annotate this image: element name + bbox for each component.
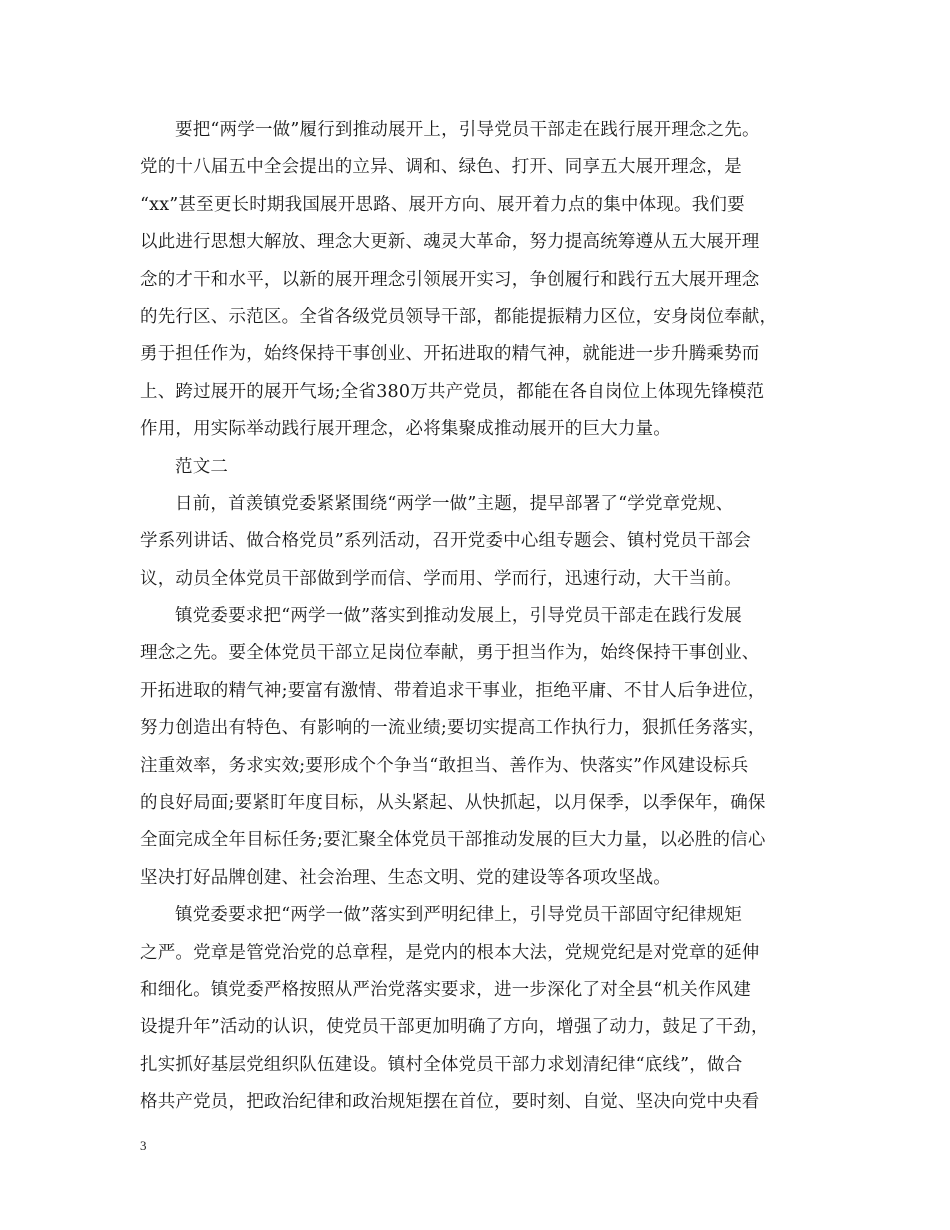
text-line: 全面完成全年目标任务;要汇聚全体党员干部推动发展的巨大力量，以必胜的信心 [140,830,766,851]
text-line: 理念之先。要全体党员干部立足岗位奉献，勇于担当作为，始终保持干事创业、 [140,643,760,664]
text-line: 和细化。镇党委严格按照从严治党落实要求，进一步深化了对全县“机关作风建 [140,979,751,1000]
section-heading [140,449,830,486]
text-line: 之严。党章是管党治党的总章程，是党内的根本大法，党规党纪是对党章的延伸 [140,942,760,963]
text-line: 党的十八届五中全会提出的立异、调和、绿色、打开、同享五大展开理念，是 [140,157,742,178]
text-line: 的先行区、示范区。全省各级党员领导干部，都能提振精力区位，安身岗位奉献， [140,306,778,327]
text-line: 坚决打好品牌创建、社会治理、生态文明、党的建设等各项攻坚战。 [140,867,671,888]
text-line: 作用，用实际举动践行展开理念，必将集聚成推动展开的巨大力量。 [140,419,671,440]
text-line: 的良好局面;要紧盯年度目标，从头紧起、从快抓起，以月保季，以季保年，确保 [140,793,766,814]
text-line: 学系列讲话、做合格党员”系列活动，召开党委中心组专题会、镇村党员干部会 [140,531,751,552]
page-number: 3 [140,1138,147,1153]
text-line: 注重效率，务求实效;要形成个个争当“敢担当、善作为、快落实”作风建设标兵 [140,755,749,776]
text-line: 努力创造出有特色、有影响的一流业绩;要切实提高工作执行力，狠抓任务落实， [140,718,766,739]
text-line: 镇党委要求把“两学一做”落实到严明纪律上，引导党员干部固守纪律规矩 [175,905,742,926]
paragraph-4 [140,897,830,1121]
text-line: 上、跨过展开的展开气场;全省380万共产党员，都能在各自岗位上体现先锋模范 [140,381,765,402]
text-line: 扎实抓好基层党组织队伍建设。镇村全体党员干部力求划清纪律“底线”，做合 [140,1054,743,1075]
text-line: “xx”甚至更长时期我国展开思路、展开方向、展开着力点的集中体现。我们要 [140,194,745,215]
paragraph-1 [140,112,830,449]
text-line: 开拓进取的精气神;要富有激情、带着追求干事业，拒绝平庸、不甘人后争进位， [140,680,766,701]
text-line: 以此进行思想大解放、理念大更新、魂灵大革命，努力提高统筹遵从五大展开理 [140,232,760,253]
text-line: 勇于担任作为，始终保持干事创业、开拓进取的精气神，就能进一步升腾乘势而 [140,344,760,365]
document-body [140,112,830,1122]
text-line: 念的才干和水平，以新的展开理念引领展开实习，争创履行和践行五大展开理念 [140,269,760,290]
paragraph-3 [140,598,830,897]
paragraph-2 [140,486,830,598]
text-line: 设提升年”活动的认识，使党员干部更加明确了方向，增强了动力，鼓足了干劲， [140,1017,769,1038]
text-line: 镇党委要求把“两学一做”落实到推动发展上，引导党员干部走在践行发展 [175,606,742,627]
text-line: 要把“两学一做”履行到推动展开上，引导党员干部走在践行展开理念之先。 [175,120,760,140]
section-title: 范文二 [175,456,229,477]
text-line: 日前，首羡镇党委紧紧围绕“两学一做”主题，提早部署了“学党章党规、 [175,493,734,514]
text-line: 格共产党员，把政治纪律和政治规矩摆在首位，要时刻、自觉、坚决向党中央看 [140,1092,760,1113]
text-line: 议，动员全体党员干部做到学而信、学而用、学而行，迅速行动，大干当前。 [140,568,742,589]
